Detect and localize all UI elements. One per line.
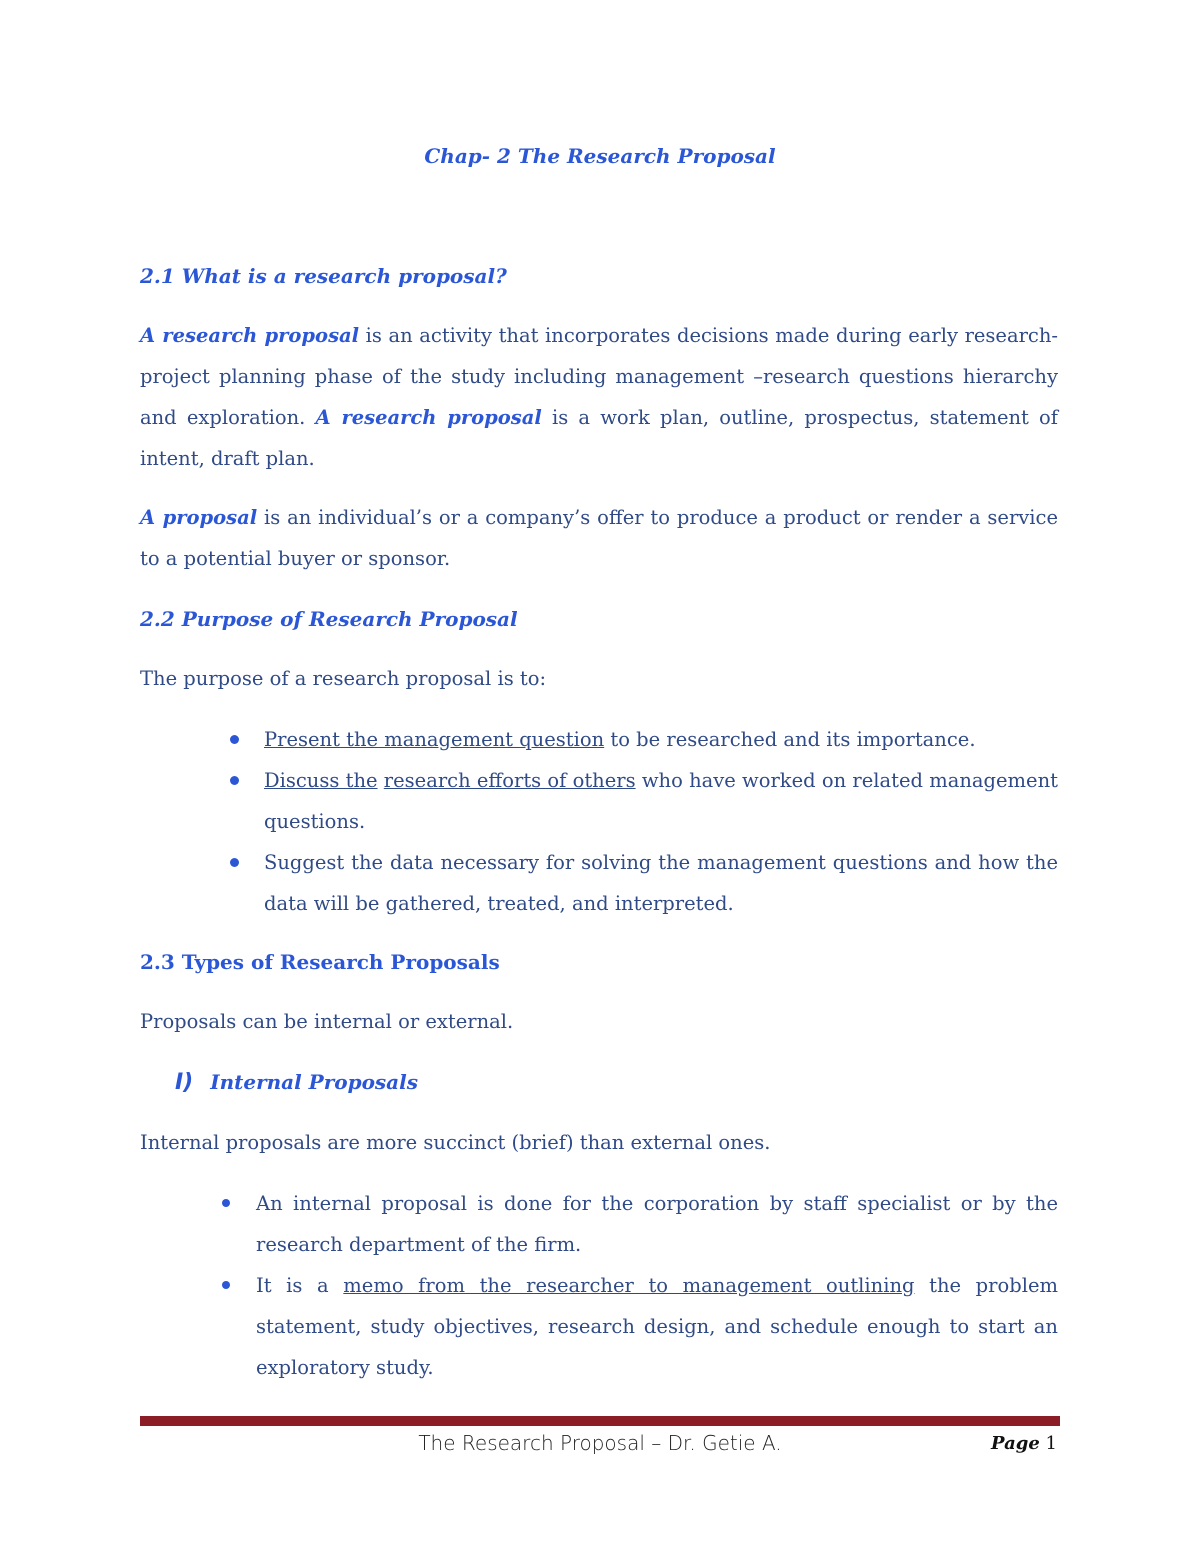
section-2-2-heading: 2.2 Purpose of Research Proposal (140, 607, 518, 631)
bullet-icon (230, 776, 239, 785)
list-item-text: who have worked on related management questions. (264, 769, 1058, 833)
footer-text: The Research Proposal – Dr. Getie A. (418, 1431, 782, 1455)
underlined-text: research efforts of others (383, 769, 636, 792)
page-title: Chap- 2 The Research Proposal (424, 144, 776, 168)
list-item (256, 1183, 1058, 1265)
section-2-3-intro: Proposals can be internal or external. (140, 1010, 514, 1033)
footer-divider (140, 1416, 1060, 1426)
list-item-text: to be researched and its importance. (604, 728, 976, 751)
section-2-3-heading: 2.3 Types of Research Proposals (140, 950, 500, 974)
purpose-bullet-list (264, 719, 1058, 924)
underlined-text: memo from the researcher to management outlining (343, 1274, 915, 1297)
list-item-text: Suggest the data necessary for solving the management questions and how the data will be gathered, treated, and interpreted. (264, 851, 1058, 915)
paragraph-text: is an activity that incorporates decisions made during early research-project planning phase of the study including management –research questions hierarchy and exploration. (140, 324, 1058, 429)
list-item-text: the problem statement, study objectives, research design, and schedule enough to start an exploratory study. (256, 1274, 1058, 1379)
page-number-value: 1 (1045, 1433, 1057, 1454)
list-item (264, 719, 1058, 760)
subsection-title: Internal Proposals (210, 1070, 418, 1094)
internal-intro: Internal proposals are more succinct (brief) than external ones. (140, 1131, 771, 1154)
bullet-icon (222, 1199, 230, 1207)
bullet-icon (222, 1281, 230, 1289)
section-2-1-paragraph-1 (140, 315, 1058, 479)
section-2-2-intro: The purpose of a research proposal is to: (140, 667, 547, 690)
internal-bullet-list (256, 1183, 1058, 1388)
underlined-text: Present the management question (264, 728, 605, 751)
list-item (264, 842, 1058, 924)
term-research-proposal-2: A research proposal (315, 406, 542, 429)
term-proposal: A proposal (140, 506, 258, 529)
bullet-icon (230, 858, 239, 867)
subsection-number: I) (175, 1070, 194, 1095)
paragraph-text: is an individual’s or a company’s offer to produce a product or render a service to a potential buyer or sponsor. (140, 506, 1059, 570)
subsection-internal-heading (175, 1070, 418, 1095)
page-label: Page (991, 1433, 1040, 1454)
list-item (256, 1265, 1058, 1388)
list-item-text: It is a (256, 1274, 344, 1297)
term-research-proposal: A research proposal (140, 324, 360, 347)
section-2-1-heading: 2.1 What is a research proposal? (140, 264, 507, 288)
paragraph-text: is a work plan, outline, prospectus, statement of intent, draft plan. (140, 406, 1059, 470)
section-2-1-paragraph-2 (140, 497, 1058, 579)
list-item-text: An internal proposal is done for the corporation by staff specialist or by the research department of the firm. (256, 1192, 1058, 1256)
list-item (264, 760, 1058, 842)
page-number (991, 1433, 1057, 1454)
bullet-icon (230, 735, 239, 744)
underlined-text: Discuss the (264, 769, 378, 792)
